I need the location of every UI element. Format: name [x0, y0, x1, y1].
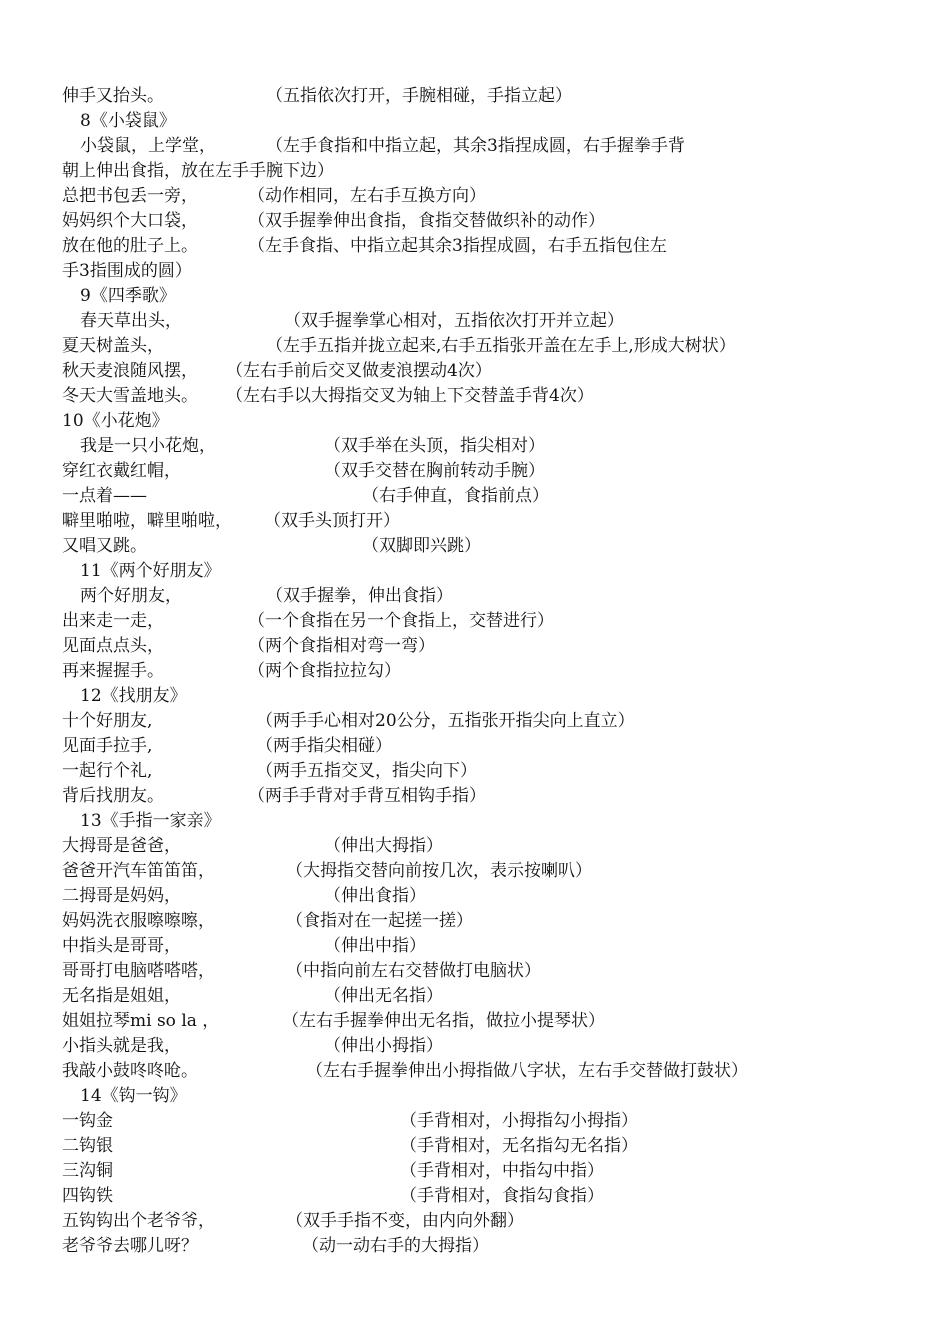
action-note: （左手食指、中指立起其余3指捏成圆，右手五指包住左 — [248, 236, 667, 256]
action-note: （两手手心相对20公分，五指张开指尖向上直立） — [256, 711, 635, 731]
rhyme-line — [0, 859, 950, 884]
line-text: 噼里啪啦，噼里啪啦， — [62, 511, 232, 531]
line-text: 五钩钩出个老爷爷， — [62, 1211, 215, 1231]
action-note: （两手五指交叉，指尖向下） — [256, 761, 477, 781]
action-note: （左手食指和中指立起，其余3指捏成圆，右手握拳手背 — [266, 136, 685, 156]
line-text: 又唱又跳。 — [62, 536, 147, 556]
rhyme-line — [0, 909, 950, 934]
rhyme-line — [0, 309, 950, 334]
action-note: （一个食指在另一个食指上，交替进行） — [248, 611, 554, 631]
line-text: 哥哥打电脑嗒嗒嗒， — [62, 961, 215, 981]
line-text: 爸爸开汽车笛笛笛， — [62, 861, 215, 881]
line-text: 十个好朋友, — [62, 711, 153, 731]
line-text: 中指头是哥哥， — [62, 936, 181, 956]
action-note: （双手手指不变，由内向外翻） — [286, 1211, 524, 1231]
line-text: 二钩银 — [62, 1136, 113, 1156]
rhyme-line — [0, 1209, 950, 1234]
rhyme-line — [0, 384, 950, 409]
line-text: 冬天大雪盖地头。 — [62, 386, 198, 406]
section-title — [0, 809, 950, 834]
rhyme-line — [0, 134, 950, 159]
rhyme-line — [0, 509, 950, 534]
line-text: 穿红衣戴红帽， — [62, 461, 181, 481]
action-note: （食指对在一起搓一搓） — [286, 911, 473, 931]
line-text: 一钩金 — [62, 1111, 113, 1131]
rhyme-line — [0, 1234, 950, 1259]
line-text: 夏天树盖头， — [62, 336, 164, 356]
action-note: （动作相同，左右手互换方向） — [248, 186, 486, 206]
line-text: 一起行个礼, — [62, 761, 153, 781]
line-text: 14《钩一钩》 — [80, 1086, 187, 1106]
section-title — [0, 284, 950, 309]
rhyme-line — [0, 534, 950, 559]
rhyme-line — [0, 734, 950, 759]
action-note: （左手五指并拢立起来,右手五指张开盖在左手上,形成大树状） — [266, 336, 736, 356]
action-note: （左右手握拳伸出小拇指做八字状，左右手交替做打鼓状） — [306, 1061, 748, 1081]
action-note: （左右手以大拇指交叉为轴上下交替盖手背4次） — [226, 386, 594, 406]
rhyme-line — [0, 759, 950, 784]
rhyme-line — [0, 984, 950, 1009]
line-text: 放在他的肚子上。 — [62, 236, 198, 256]
action-note: （两个食指拉拉勾） — [248, 661, 401, 681]
line-text: 四钩铁 — [62, 1186, 113, 1206]
rhyme-line — [0, 584, 950, 609]
rhyme-line — [0, 1159, 950, 1184]
action-note: （两手指尖相碰） — [256, 736, 392, 756]
line-text: 姐姐拉琴mi so la ， — [62, 1011, 220, 1031]
line-text: 老爷爷去哪儿呀？ — [62, 1236, 198, 1256]
section-title — [0, 109, 950, 134]
section-title — [0, 1084, 950, 1109]
rhyme-line — [0, 334, 950, 359]
action-note: （大拇指交替向前按几次，表示按喇叭） — [286, 861, 592, 881]
rhyme-line — [0, 409, 950, 434]
rhyme-line — [0, 1034, 950, 1059]
rhyme-line — [0, 709, 950, 734]
rhyme-line — [0, 1059, 950, 1084]
action-note: （伸出无名指） — [324, 986, 443, 1006]
line-text: 总把书包丢一旁， — [62, 186, 198, 206]
section-title — [0, 559, 950, 584]
line-text: 出来走一走， — [62, 611, 164, 631]
action-note: （五指依次打开，手腕相碰，手指立起） — [266, 86, 572, 106]
action-note: （两个食指相对弯一弯） — [248, 636, 435, 656]
rhyme-line — [0, 1184, 950, 1209]
action-note: （手背相对，食指勾食指） — [400, 1186, 604, 1206]
line-text: 我敲小鼓咚咚呛。 — [62, 1061, 198, 1081]
action-note: （手背相对，无名指勾无名指） — [400, 1136, 638, 1156]
rhyme-line — [0, 834, 950, 859]
line-text: 三沟铜 — [62, 1161, 113, 1181]
line-text: 见面点点头， — [62, 636, 164, 656]
rhyme-line — [0, 1009, 950, 1034]
rhyme-line — [0, 659, 950, 684]
line-text: 我是一只小花炮， — [80, 436, 216, 456]
line-text: 9《四季歌》 — [80, 286, 176, 306]
rhyme-line — [0, 934, 950, 959]
line-text: 8《小袋鼠》 — [80, 111, 176, 131]
rhyme-line — [0, 159, 950, 184]
rhyme-line — [0, 184, 950, 209]
line-text: 秋天麦浪随风摆， — [62, 361, 198, 381]
action-note: （手背相对，中指勾中指） — [400, 1161, 604, 1181]
action-note: （左右手握拳伸出无名指，做拉小提琴状） — [282, 1011, 605, 1031]
action-note: （伸出小拇指） — [324, 1036, 443, 1056]
action-note: （双手握拳掌心相对，五指依次打开并立起） — [284, 311, 624, 331]
rhyme-line — [0, 434, 950, 459]
line-text: 大拇哥是爸爸， — [62, 836, 181, 856]
line-text: 10《小花炮》 — [62, 411, 169, 431]
action-note: （双脚即兴跳） — [362, 536, 481, 556]
line-text: 13《手指一家亲》 — [80, 811, 221, 831]
rhyme-line — [0, 359, 950, 384]
action-note: （双手举在头顶，指尖相对） — [324, 436, 545, 456]
action-note: （伸出大拇指） — [324, 836, 443, 856]
line-text: 春天草出头， — [80, 311, 182, 331]
line-text: 12《找朋友》 — [80, 686, 187, 706]
action-note: （伸出中指） — [324, 936, 426, 956]
document-body — [0, 84, 950, 1259]
action-note: （左右手前后交叉做麦浪摆动4次） — [226, 361, 492, 381]
rhyme-line — [0, 234, 950, 259]
line-text: 妈妈洗衣服嚓嚓嚓， — [62, 911, 215, 931]
section-title — [0, 684, 950, 709]
rhyme-line — [0, 609, 950, 634]
line-text: 二拇哥是妈妈， — [62, 886, 181, 906]
action-note: （中指向前左右交替做打电脑状） — [286, 961, 541, 981]
rhyme-line — [0, 84, 950, 109]
line-text: 小袋鼠，上学堂， — [80, 136, 216, 156]
action-note: （双手交替在胸前转动手腕） — [324, 461, 545, 481]
rhyme-line — [0, 959, 950, 984]
rhyme-line — [0, 1109, 950, 1134]
line-text: 再来握握手。 — [62, 661, 164, 681]
action-note: （伸出食指） — [324, 886, 426, 906]
rhyme-line — [0, 634, 950, 659]
action-note: （双手握拳，伸出食指） — [266, 586, 453, 606]
action-note: （两手手背对手背互相钩手指） — [248, 786, 486, 806]
line-text: 一点着—— — [62, 486, 147, 506]
rhyme-line — [0, 459, 950, 484]
action-note: （双手头顶打开） — [264, 511, 400, 531]
rhyme-line — [0, 259, 950, 284]
line-text: 见面手拉手, — [62, 736, 153, 756]
rhyme-line — [0, 784, 950, 809]
line-text: 伸手又抬头。 — [62, 86, 164, 106]
line-text: 背后找朋友。 — [62, 786, 164, 806]
line-text: 朝上伸出食指，放在左手手腕下边） — [62, 161, 334, 181]
rhyme-line — [0, 209, 950, 234]
line-text: 妈妈织个大口袋， — [62, 211, 198, 231]
action-note: （动一动右手的大拇指） — [302, 1236, 489, 1256]
action-note: （双手握拳伸出食指，食指交替做织补的动作） — [248, 211, 605, 231]
rhyme-line — [0, 1134, 950, 1159]
action-note: （手背相对，小拇指勾小拇指） — [400, 1111, 638, 1131]
action-note: （右手伸直，食指前点） — [362, 486, 549, 506]
line-text: 两个好朋友， — [80, 586, 182, 606]
line-text: 无名指是姐姐， — [62, 986, 181, 1006]
rhyme-line — [0, 484, 950, 509]
line-text: 手3指围成的圆） — [62, 261, 192, 281]
line-text: 11《两个好朋友》 — [80, 561, 221, 581]
rhyme-line — [0, 884, 950, 909]
line-text: 小指头就是我， — [62, 1036, 181, 1056]
